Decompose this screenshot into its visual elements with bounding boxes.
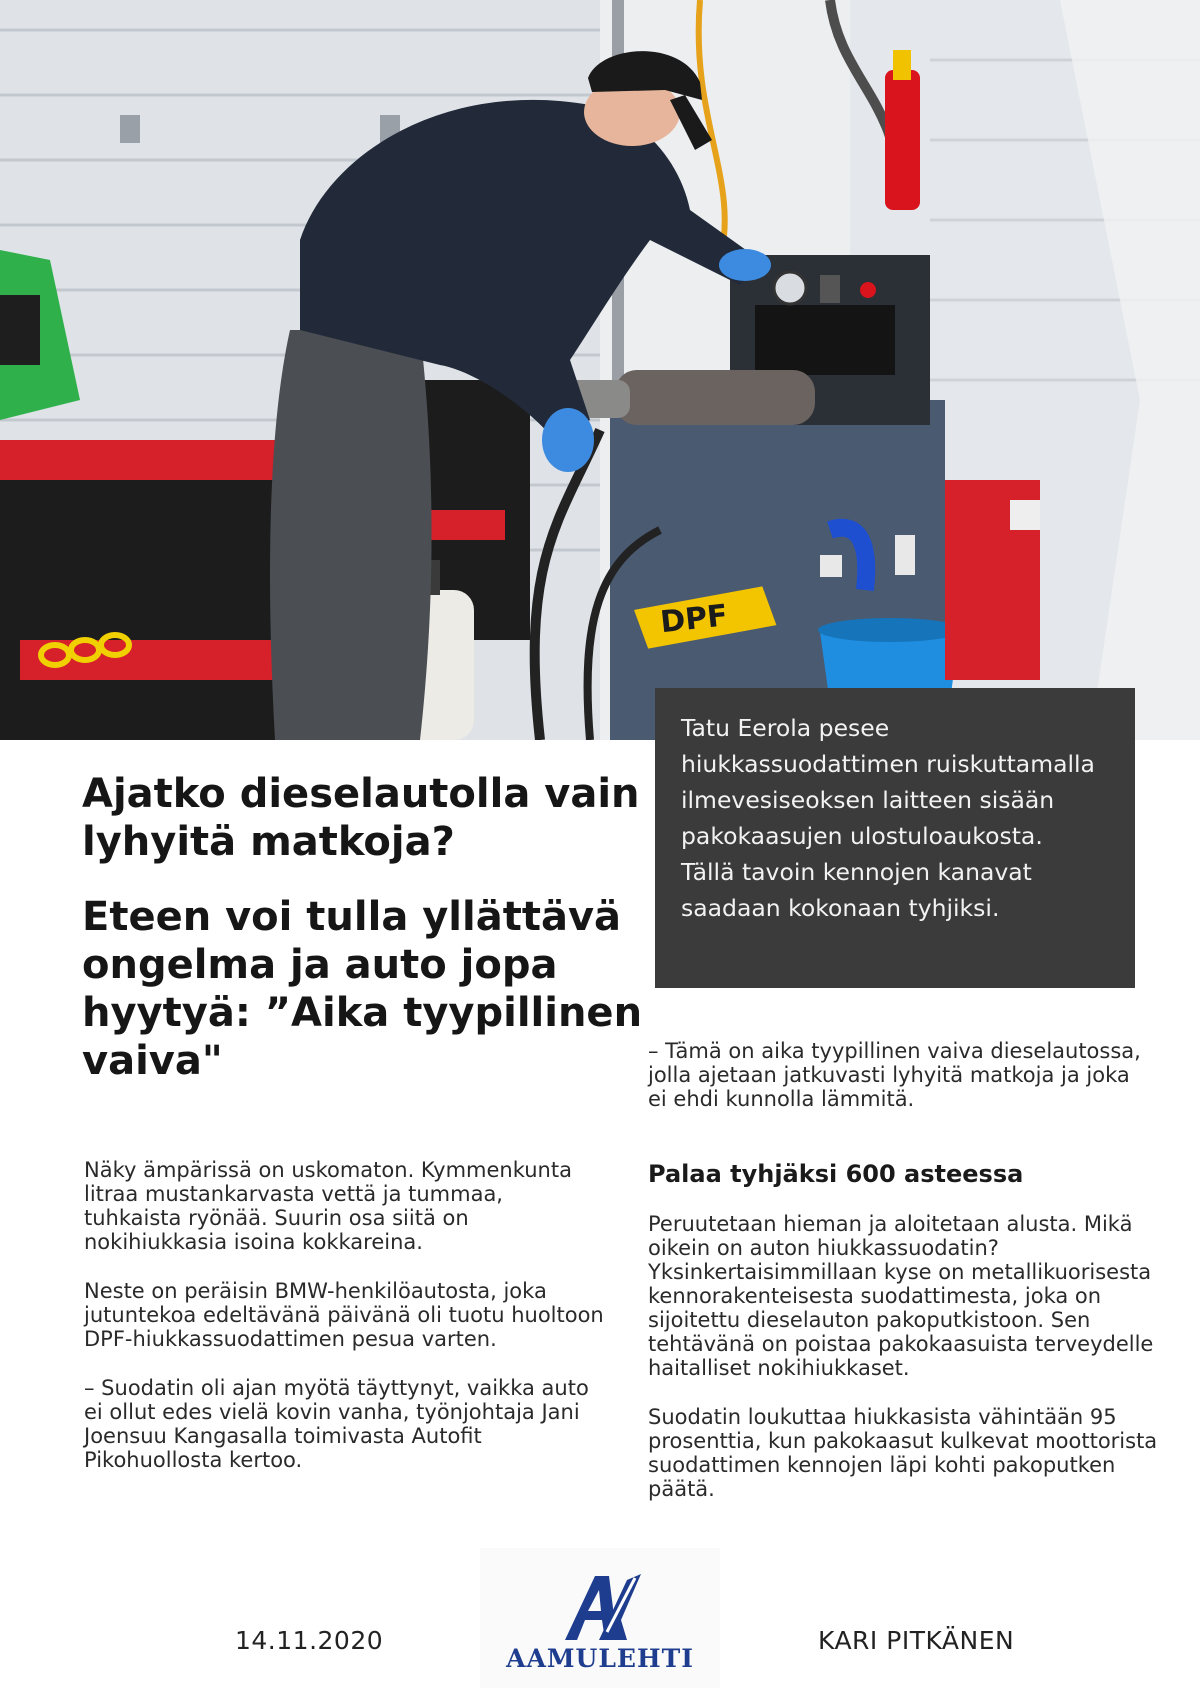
article-headline: Ajatko dieselautolla vain lyhyitä matkoja?: [82, 771, 640, 865]
paragraph: Neste on peräisin BMW-henkilöautosta, joka jutuntekoa edeltävänä päivänä oli tuotu huoltoon DPF-hiukkassuodattimen pesua varten.: [84, 1279, 604, 1351]
logo-wordmark: AAMULEHTI: [506, 1644, 694, 1673]
paragraph: – Suodatin oli ajan myötä täyttynyt, vaikka auto ei ollut edes vielä kovin vanha, työnjohtaja Jani Joensuu Kangasalla toimivasta Autofit Pikohuollosta kertoo.: [84, 1376, 589, 1472]
paragraph: Näky ämpärissä on uskomaton. Kymmenkunta litraa mustankarvasta vettä ja tummaa, tuhkaista ryönää. Suurin osa siitä on nokihiukkasia isoina kokkareina.: [84, 1158, 572, 1254]
photo-caption: [655, 688, 1135, 988]
mechanic-cleaning-dpf-filter-photo: [0, 0, 1200, 740]
caption-line-2: Tällä tavoin kennojen kanavat saadaan kokonaan tyhjiksi.: [681, 858, 1032, 922]
hero-photo: [0, 0, 1200, 740]
right-text-column: [648, 1212, 1163, 1526]
left-text-column: [84, 1158, 604, 1497]
publication-date: 14.11.2020: [235, 1626, 384, 1655]
aamulehti-a-logo-icon: [555, 1570, 645, 1644]
paragraph: Peruutetaan hieman ja aloitetaan alusta. Mikä oikein on auton hiukkassuodatin? Yksinkertaisimmillaan kyse on metallikuorisesta kennorakenteisesta suodattimesta, joka on sijoitettu dieselauton pakoputkistoon. Sen tehtävänä on poistaa pakokaasuista terveydelle haitalliset nokihiukkaset.: [648, 1212, 1154, 1380]
author-name: KARI PITKÄNEN: [818, 1626, 1015, 1655]
aamulehti-logo: [480, 1548, 720, 1688]
paragraph: Suodatin loukuttaa hiukkasista vähintään 95 prosenttia, kun pakokaasut kulkevat moottorista suodattimen kennojen läpi kohti pakoputken päätä.: [648, 1405, 1158, 1501]
article-subheadline: Eteen voi tulla yllättävä ongelma ja auto jopa hyytyä: ”Aika tyypillinen vaiva": [82, 894, 643, 1084]
dpf-label-text: DPF: [658, 598, 730, 641]
section-heading: Palaa tyhjäksi 600 asteessa: [648, 1160, 1024, 1188]
caption-line-1: Tatu Eerola pesee hiukkassuodattimen ruiskuttamalla ilmevesiseoksen laitteen sisään pakokaasujen ulostuloaukosta.: [681, 714, 1095, 850]
right-text-intro: [648, 1039, 1148, 1136]
paragraph: – Tämä on aika tyypillinen vaiva dieselautossa, jolla ajetaan jatkuvasti lyhyitä matkoja ja joka ei ehdi kunnolla lämmitä.: [648, 1039, 1141, 1111]
